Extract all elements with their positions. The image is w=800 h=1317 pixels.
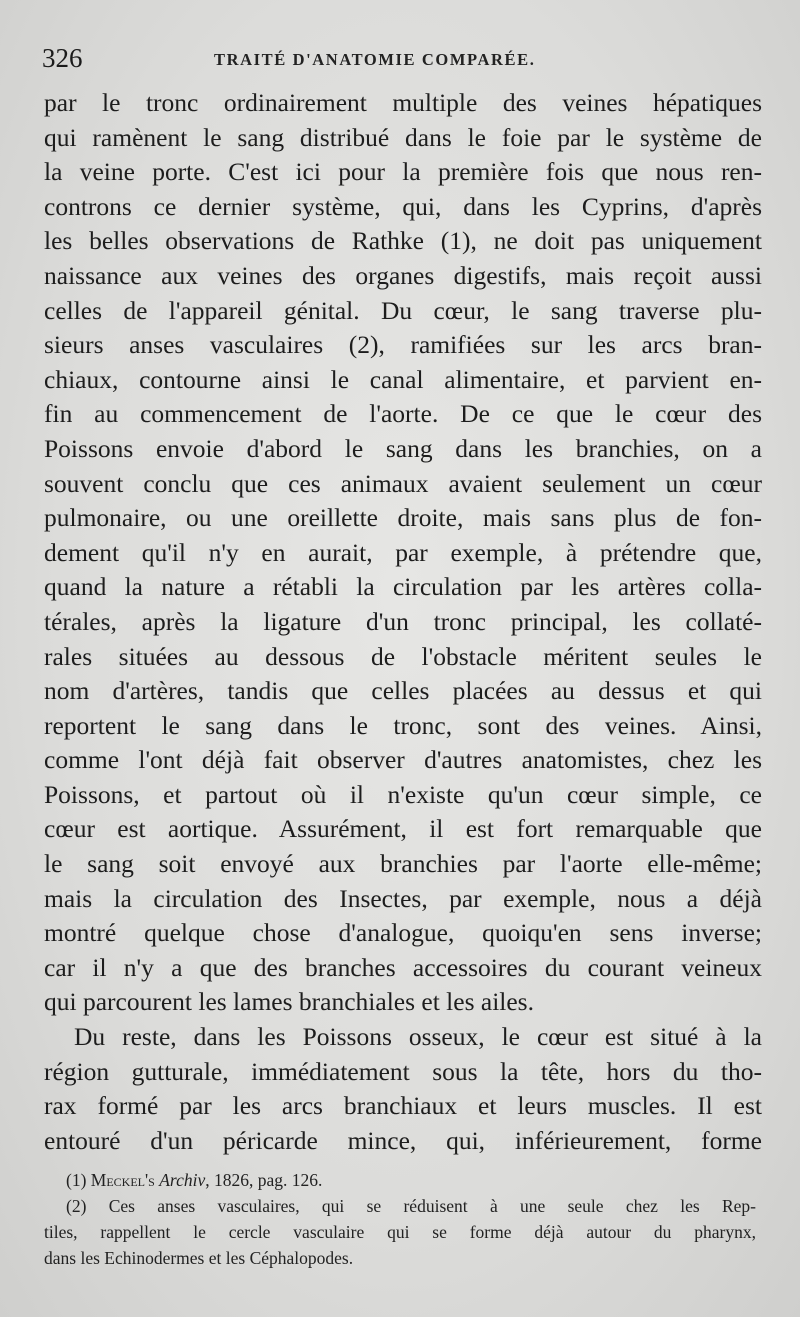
text-line: térales, après la ligature d'un tronc principal, les collaté- xyxy=(44,606,762,636)
text-line: mais la circulation des Insectes, par exemple, nous a déjà xyxy=(44,883,762,913)
text-line: nom d'artères, tandis que celles placées au dessus et qui xyxy=(44,676,762,706)
text-line: dement qu'il n'y en aurait, par exemple, à prétendre que, xyxy=(44,537,762,567)
footnote-1-author: Meckel's xyxy=(90,1170,155,1190)
text-line: rax formé par les arcs branchiaux et leurs muscles. Il est xyxy=(44,1091,762,1121)
text-line: pulmonaire, ou une oreillette droite, mais sans plus de fon- xyxy=(44,503,762,533)
text-line: controns ce dernier système, qui, dans les Cyprins, d'après xyxy=(44,191,762,221)
footnote-1-number: (1) xyxy=(66,1170,87,1190)
page-header xyxy=(42,40,762,80)
text-line: la veine porte. C'est ici pour la première fois que nous ren- xyxy=(44,157,762,187)
text-line: entouré d'un péricarde mince, qui, inférieurement, forme xyxy=(44,1125,762,1155)
footnote-1-journal: Archiv xyxy=(159,1170,206,1190)
text-line: reportent le sang dans le tronc, sont des veines. Ainsi, xyxy=(44,710,762,740)
text-line: quand la nature a rétabli la circulation par les artères colla- xyxy=(44,572,762,602)
running-title: TRAITÉ D'ANATOMIE COMPARÉE. xyxy=(214,50,536,69)
text-line: sieurs anses vasculaires (2), ramifiées sur les arcs bran- xyxy=(44,330,762,360)
text-line: souvent conclu que ces animaux avaient seulement un cœur xyxy=(44,468,762,498)
footnote-2-line: (2) Ces anses vasculaires, qui se réduisent à une seule chez les Rep- xyxy=(66,1196,756,1216)
text-line: cœur est aortique. Assurément, il est fort remarquable que xyxy=(44,814,762,844)
text-line: car il n'y a que des branches accessoires du courant veineux xyxy=(44,952,762,982)
text-line: Poissons, et partout où il n'existe qu'un cœur simple, ce xyxy=(44,779,762,809)
page-number: 326 xyxy=(42,43,83,73)
text-line: celles de l'appareil génital. Du cœur, le sang traverse plu- xyxy=(44,295,762,325)
footnotes xyxy=(44,1167,756,1271)
text-line: chiaux, contourne ainsi le canal alimentaire, et parvient en- xyxy=(44,364,762,394)
text-line: région gutturale, immédiatement sous la tête, hors du tho- xyxy=(44,1056,762,1086)
main-text xyxy=(44,86,762,1158)
footnote-2-line: tiles, rappellent le cercle vasculaire qui se forme déjà autour du pharynx, xyxy=(44,1222,756,1242)
footnote-1-citation: , 1826, pag. 126. xyxy=(205,1170,323,1190)
text-line: le sang soit envoyé aux branchies par l'aorte elle-même; xyxy=(44,849,762,879)
text-line: comme l'ont déjà fait observer d'autres anatomistes, chez les xyxy=(44,745,762,775)
footnote-1 xyxy=(44,1167,756,1193)
text-line: fin au commencement de l'aorte. De ce que le cœur des xyxy=(44,399,762,429)
text-line: les belles observations de Rathke (1), ne doit pas uniquement xyxy=(44,226,762,256)
text-line: par le tronc ordinairement multiple des veines hépatiques xyxy=(44,88,762,117)
text-line: rales situées au dessous de l'obstacle méritent seules le xyxy=(44,641,762,671)
text-line: Du reste, dans les Poissons osseux, le cœur est situé à la xyxy=(74,1022,762,1052)
text-line: qui ramènent le sang distribué dans le foie par le système de xyxy=(44,122,762,152)
footnote-2-line: dans les Echinodermes et les Céphalopodes. xyxy=(44,1248,354,1268)
text-line: qui parcourent les lames branchiales et les ailes. xyxy=(44,987,534,1017)
text-line: montré quelque chose d'analogue, quoiqu'en sens inverse; xyxy=(44,918,762,948)
text-line: naissance aux veines des organes digestifs, mais reçoit aussi xyxy=(44,260,762,290)
text-line: Poissons envoie d'abord le sang dans les branchies, on a xyxy=(44,433,762,463)
